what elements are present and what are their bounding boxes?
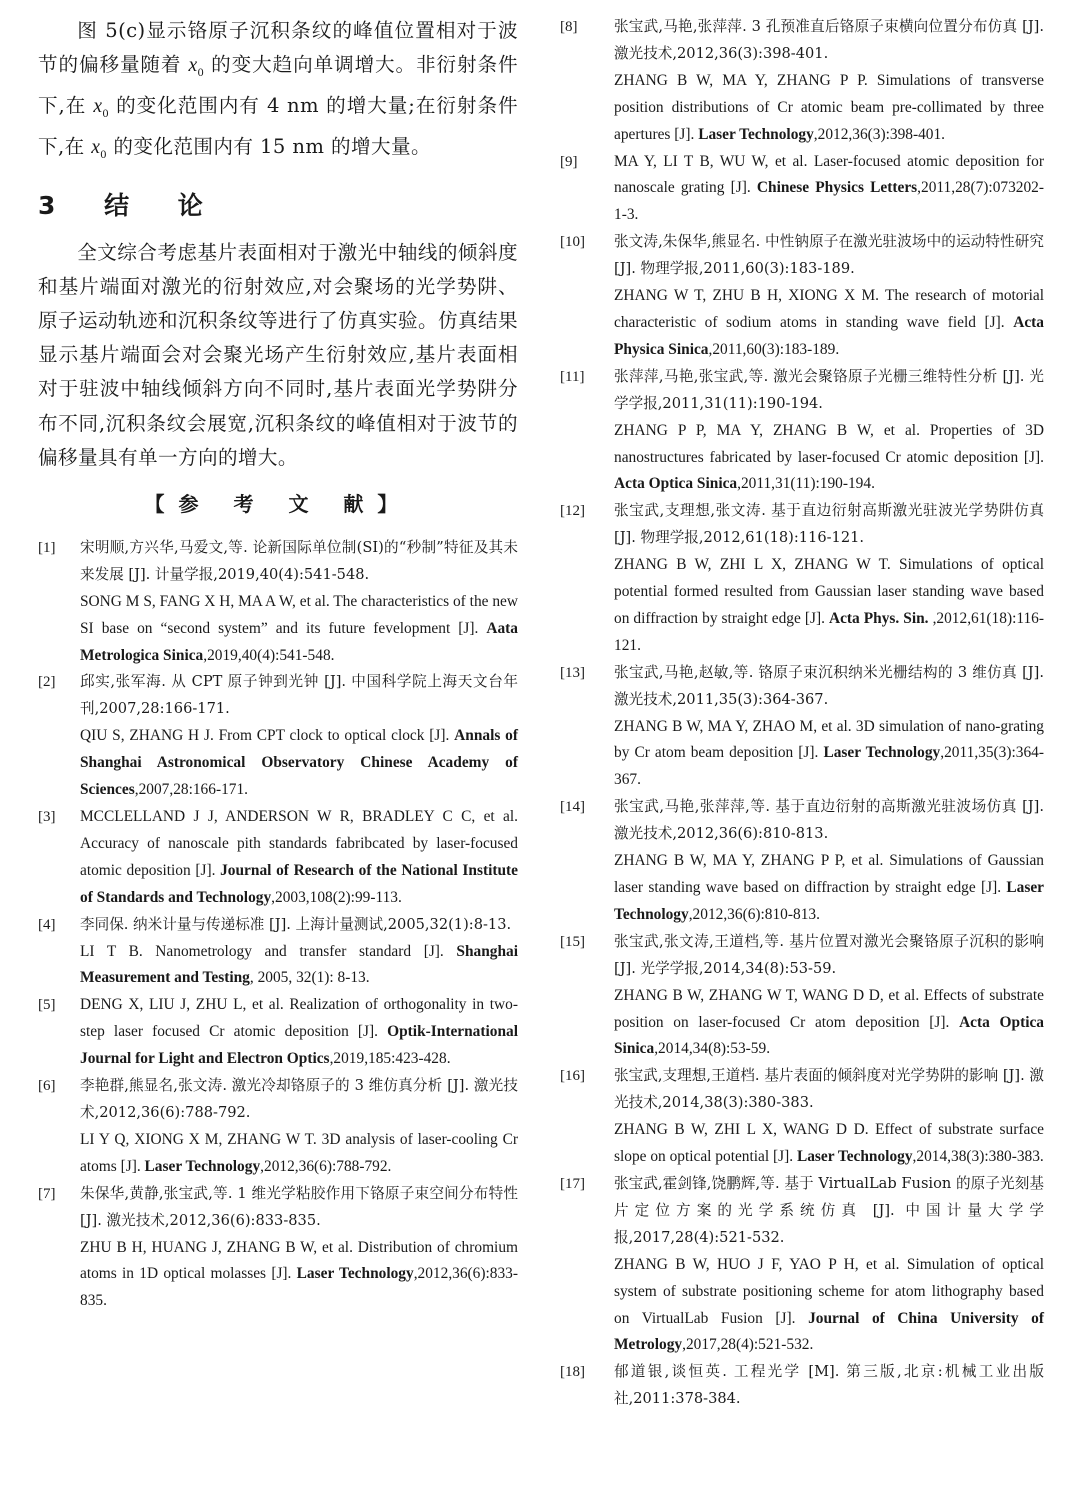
variable-x0: $x_0$ [91, 137, 107, 162]
reference-journal: Acta Optica Sinica [614, 475, 738, 493]
reference-item [560, 229, 1044, 364]
reference-item [560, 1359, 1044, 1413]
reference-number: [9] [560, 153, 578, 170]
paragraph-text: 的变化范围内有 15 nm 的增大量。 [113, 135, 431, 159]
reference-list-right [560, 14, 1044, 1413]
variable-x0: $x_0$ [93, 96, 109, 121]
left-column [38, 14, 518, 1315]
reference-journal: Aata Metrologica Sinica [80, 619, 518, 664]
reference-chinese: 张宝武,霍剑锋,饶鹏辉,等. 基于 VirtualLab Fusion 的原子光刻基片定位方案的光学系统仿真 [J]. 中国计量大学学报,2017,28(4):521-532. [614, 1174, 1044, 1246]
reference-journal: Chinese Physics Letters [756, 179, 918, 197]
results-paragraph [38, 14, 518, 172]
reference-english: ZHANG W T, ZHU B H, XIONG X M. The research of motorial characteristic of sodium atoms in standing wave field [J]. Acta Physica Sinica,2011,60(3):183-189. [614, 287, 1044, 358]
reference-number: [10] [560, 234, 585, 251]
reference-chinese: 郁道银,谈恒英. 工程光学 [M]. 第三版,北京:机械工业出版社,2011:378-384. [614, 1363, 1044, 1408]
variable-x0: $x_0$ [188, 55, 205, 80]
reference-number: [18] [560, 1364, 585, 1381]
reference-item [560, 364, 1044, 499]
reference-chinese: 张文涛,朱保华,熊显名. 中性钠原子在激光驻波场中的运动特性研究 [J]. 物理学报,2011,60(3):183-189. [614, 233, 1044, 278]
reference-chinese: 张宝武,张文涛,王道档,等. 基片位置对激光会聚铬原子沉积的影响 [J]. 光学学报,2014,34(8):53-59. [614, 932, 1044, 977]
reference-item [560, 14, 1044, 149]
reference-number: [15] [560, 933, 585, 950]
reference-journal: Journal of China University of Metrology [614, 1309, 1044, 1354]
reference-journal: Annals of Shanghai Astronomical Observatory Chinese Academy of Sciences [80, 727, 518, 799]
reference-number: [6] [38, 1078, 56, 1095]
reference-journal: Laser Technology [698, 125, 814, 143]
reference-chinese: 李艳群,熊显名,张文涛. 激光冷却铬原子的 3 维仿真分析 [J]. 激光技术,2012,36(6):788-792. [80, 1077, 518, 1121]
reference-journal: Laser Technology [614, 879, 1044, 923]
reference-number: [4] [38, 916, 56, 933]
reference-journal: Acta Physica Sinica [614, 313, 1044, 358]
reference-number: [11] [560, 368, 585, 385]
reference-chinese: 宋明顺,方兴华,马爱文,等. 论新国际单位制(SI)的“秒制”特征及其未来发展 [J]. 计量学报,2019,40(4):541-548. [80, 538, 518, 583]
reference-item [560, 660, 1044, 795]
reference-english: DENG X, LIU J, ZHU L, et al. Realization of orthogonality in two-step laser focused Cr atomic deposition [J]. Optik-International Journal for Light and Electron Optics,2019,185:423-428. [80, 996, 518, 1068]
reference-item [560, 149, 1044, 230]
reference-number: [8] [560, 19, 578, 35]
reference-english: ZHANG P P, MA Y, ZHANG B W, et al. Properties of 3D nanostructures fabricated by laser-focused Cr atomic deposition [J]. Acta Optica Sinica,2011,31(11):190-194. [614, 421, 1044, 493]
reference-item [38, 992, 518, 1073]
right-column [560, 14, 1044, 1413]
reference-english: ZHANG B W, ZHI L X, ZHANG W T. Simulations of optical potential formed resulted from Gaussian laser standing wave based on diffraction by straight edge [J]. Acta Phys. Sin. ,2012,61(18):116-121. [614, 556, 1044, 654]
reference-item [38, 535, 518, 670]
reference-english: MA Y, LI T B, WU W, et al. Laser-focused atomic deposition for nanoscale grating [J]. Chinese Physics Letters,2011,28(7):073202-1-3. [614, 152, 1044, 224]
reference-number: [14] [560, 799, 585, 816]
reference-english: SONG M S, FANG X H, MA A W, et al. The characteristics of the new SI base on “second system” and its future fevelopment [J]. Aata Metrologica Sinica,2019,40(4):541-548. [80, 592, 518, 664]
reference-chinese: 张宝武,支理想,王道档. 基片表面的倾斜度对光学势阱的影响 [J]. 激光技术,2014,38(3):380-383. [614, 1067, 1044, 1112]
reference-item [38, 912, 518, 993]
reference-english: ZHANG B W, MA Y, ZHAO M, et al. 3D simulation of nano-grating by Cr atom beam deposition [J]. Laser Technology,2011,35(3):364-367. [614, 717, 1044, 789]
reference-chinese: 李同保. 纳米计量与传递标准 [J]. 上海计量测试,2005,32(1):8-13. [80, 915, 512, 933]
reference-number: [16] [560, 1068, 585, 1085]
reference-journal: Laser Technology [796, 1148, 913, 1166]
reference-number: [1] [38, 539, 56, 556]
conclusion-paragraph: 全文综合考虑基片表面相对于激光中轴线的倾斜度和基片端面对激光的衍射效应,对会聚场的光学势阱、原子运动轨迹和沉积条纹等进行了仿真实验。仿真结果显示基片端面会对会聚光场产生衍射效应,基片表面相对于驻波中轴线倾斜方向不同时,基片表面光学势阱分布不同,沉积条纹会展宽,沉积条纹的峰值相对于波节的偏移量具有单一方向的增大。 [38, 240, 518, 469]
section-heading-conclusion: 3 结 论 [38, 190, 223, 220]
reference-journal: Shanghai Measurement and Testing [80, 942, 518, 987]
reference-english: ZHU B H, HUANG J, ZHANG B W, et al. Distribution of chromium atoms in 1D optical molasses [J]. Laser Technology,2012,36(6):833-835. [80, 1238, 518, 1310]
reference-number: [13] [560, 664, 585, 681]
reference-item [38, 1073, 518, 1181]
reference-english: MCCLELLAND J J, ANDERSON W R, BRADLEY C C, et al. Accuracy of nanoscale pith standards fabribcated by laser-focused atomic deposition [J]. Journal of Research of the National Institute of Standards and Technology,2003,108(2):99-113. [80, 808, 519, 906]
reference-item [38, 804, 518, 912]
reference-chinese: 张萍萍,马艳,张宝武,等. 激光会聚铬原子光栅三维特性分析 [J]. 光学学报,2011,31(11):190-194. [614, 367, 1044, 412]
reference-english: ZHANG B W, ZHANG W T, WANG D D, et al. Effects of substrate position on laser-focused Cr atom deposition [J]. Acta Optica Sinica,2014,34(8):53-59. [614, 986, 1044, 1058]
reference-number: [12] [560, 503, 585, 520]
paragraph-text: 的变化范围内有 4 nm 的增大量;在衍射条件下,在 [38, 94, 518, 159]
reference-chinese: 朱保华,黄静,张宝武,等. 1 维光学粘胶作用下铬原子束空间分布特性 [J]. 激光技术,2012,36(6):833-835. [80, 1184, 518, 1229]
reference-english: LI T B. Nanometrology and transfer standard [J]. Shanghai Measurement and Testing, 2005, 32(1): 8-13. [80, 942, 518, 987]
reference-journal: Acta Phys. Sin. [828, 609, 929, 627]
reference-number: [17] [560, 1175, 585, 1192]
paragraph-text: 的变大趋向单调增大。非衍射条件下,在 [38, 53, 518, 118]
reference-chinese: 张宝武,马艳,赵敏,等. 铬原子束沉积纳米光栅结构的 3 维仿真 [J]. 激光技术,2011,35(3):364-367. [614, 663, 1044, 708]
reference-journal: Laser Technology [296, 1265, 414, 1283]
reference-chinese: 张宝武,支理想,张文涛. 基于直边衍射高斯激光驻波光学势阱仿真 [J]. 物理学报,2012,61(18):116-121. [614, 502, 1044, 547]
reference-number: [2] [38, 674, 56, 691]
reference-journal: Journal of Research of the National Institute of Standards and Technology [80, 861, 519, 906]
reference-item [38, 669, 518, 804]
reference-chinese: 张宝武,马艳,张萍萍. 3 孔预准直后铬原子束横向位置分布仿真 [J]. 激光技术,2012,36(3):398-401. [614, 18, 1044, 62]
reference-number: [5] [38, 997, 56, 1014]
reference-chinese: 邱实,张军海. 从 CPT 原子钟到光钟 [J]. 中国科学院上海天文台年刊,2007,28:166-171. [80, 673, 518, 718]
reference-item [560, 498, 1044, 659]
reference-item [560, 794, 1044, 929]
reference-item [560, 1171, 1044, 1359]
reference-english: QIU S, ZHANG H J. From CPT clock to optical clock [J]. Annals of Shanghai Astronomical Observatory Chinese Academy of Sciences,2007,28:166-171. [80, 727, 518, 799]
reference-number: [7] [38, 1185, 56, 1202]
reference-journal: Laser Technology [144, 1157, 261, 1175]
reference-english: ZHANG B W, MA Y, ZHANG P P. Simulations of transverse position distributions of Cr atomic beam pre-collimated by three apertures [J]. Laser Technology,2012,36(3):398-401. [614, 71, 1044, 143]
reference-item [560, 929, 1044, 1064]
reference-chinese: 张宝武,马艳,张萍萍,等. 基于直边衍射的高斯激光驻波场仿真 [J]. 激光技术,2012,36(6):810-813. [614, 798, 1044, 843]
reference-english: ZHANG B W, ZHI L X, WANG D D. Effect of substrate surface slope on optical potential [J]. Laser Technology,2014,38(3):380-383. [614, 1121, 1044, 1166]
reference-number: [3] [38, 809, 56, 826]
references-title: 【参 考 文 献】 [144, 491, 412, 516]
reference-list-left [38, 535, 518, 1315]
reference-item [560, 1063, 1044, 1171]
reference-item [38, 1181, 518, 1316]
reference-journal: Acta Optica Sinica [614, 1013, 1044, 1058]
reference-english: ZHANG B W, HUO J F, YAO P H, et al. Simulation of optical system of substrate positioning scheme for atom lithography based on VirtualLab Fusion [J]. Journal of China University of Metrology,2017,28(4):521-532. [614, 1255, 1044, 1354]
reference-english: ZHANG B W, MA Y, ZHANG P P, et al. Simulations of Gaussian laser standing wave based on diffraction by straight edge [J]. Laser Technology,2012,36(6):810-813. [614, 852, 1044, 923]
reference-english: LI Y Q, XIONG X M, ZHANG W T. 3D analysis of laser-cooling Cr atoms [J]. Laser Technology,2012,36(6):788-792. [80, 1130, 518, 1175]
reference-journal: Optik-International Journal for Light and Electron Optics [80, 1023, 518, 1068]
reference-journal: Laser Technology [823, 744, 941, 762]
paragraph-text: 图 5(c)显示铬原子沉积条纹的峰值位置相对于波节的偏移量随着 [38, 19, 518, 77]
